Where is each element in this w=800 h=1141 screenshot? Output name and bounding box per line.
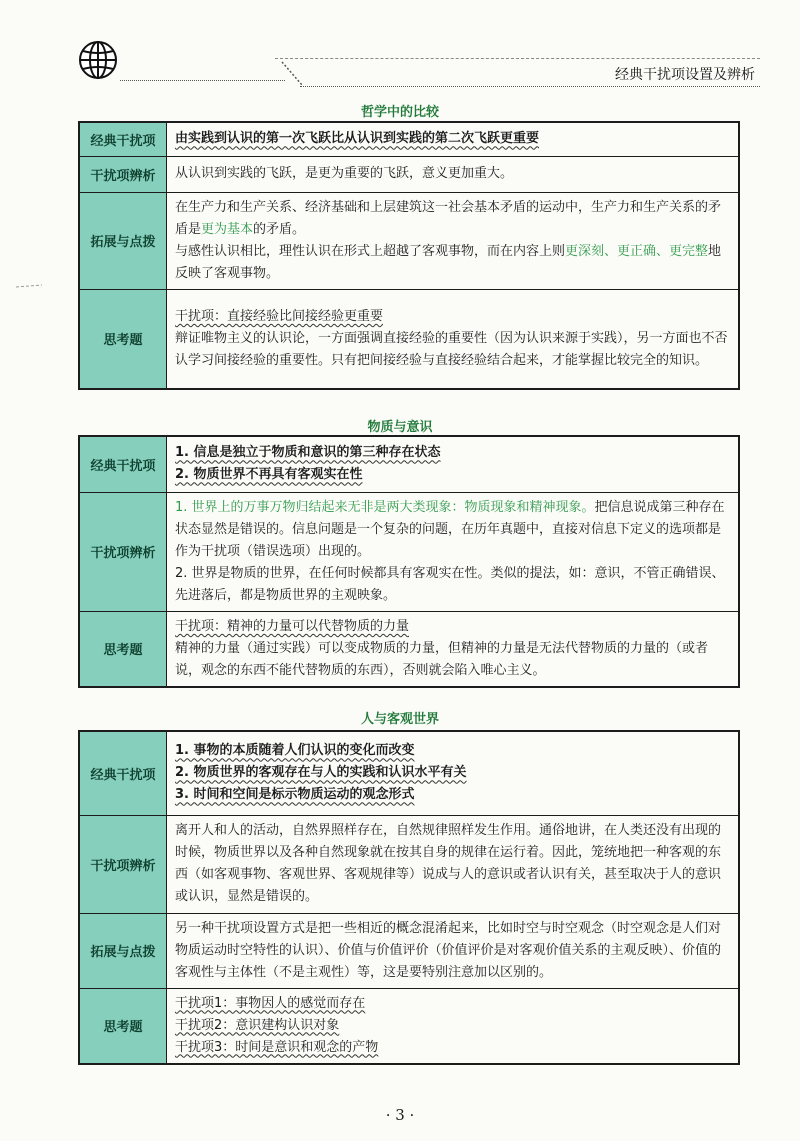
question-body: 精神的力量（通过实践）可以变成物质的力量，但精神的力量是无法代替物质的力量的（或者说，观念的东西不能代替物质的东西），否则就会陷入唯心主义。 xyxy=(175,640,709,678)
header-rule-slant xyxy=(280,60,306,87)
row-content xyxy=(167,289,740,389)
paragraph xyxy=(175,497,730,563)
section-title-philosophy-comparison: 哲学中的比较 xyxy=(360,105,439,120)
row-content xyxy=(167,192,740,289)
running-head: 经典干扰项设置及辨析 xyxy=(615,67,755,83)
table-row xyxy=(79,815,739,913)
distractor-item: 1. 信息是独立于物质和意识的第三种存在状态 xyxy=(175,445,441,461)
row-label: 经典干扰项 xyxy=(79,122,167,156)
text: 地反映了客观事物。 xyxy=(175,243,722,281)
table-row xyxy=(79,492,739,611)
question-title: 干扰项：直接经验比间接经验更重要 xyxy=(175,308,384,324)
table-row xyxy=(79,731,739,815)
question-item: 干扰项3：时间是意识和观念的产物 xyxy=(175,1039,379,1055)
page-header xyxy=(0,0,800,95)
table-row xyxy=(79,436,739,492)
row-content xyxy=(167,988,740,1064)
margin-mark xyxy=(14,282,44,290)
distractor-item: 2. 物质世界的客观存在与人的实践和认识水平有关 xyxy=(175,765,467,781)
row-label: 思考题 xyxy=(79,611,167,687)
row-content: 从认识到实践的飞跃，是更为重要的飞跃，意义更加重大。 xyxy=(167,156,740,192)
question-item: 干扰项2：意识建构认识对象 xyxy=(175,1017,340,1033)
section-title-matter-consciousness: 物质与意识 xyxy=(367,420,433,435)
row-label: 干扰项辨析 xyxy=(79,492,167,611)
table-row xyxy=(79,192,739,289)
header-rule-top xyxy=(275,58,760,59)
table-row xyxy=(79,156,739,192)
header-rule-left xyxy=(120,80,285,81)
table-row xyxy=(79,122,739,156)
row-label: 拓展与点拨 xyxy=(79,192,167,289)
distractor-item: 3. 时间和空间是标示物质运动的观念形式 xyxy=(175,787,415,803)
text: 的矛盾。 xyxy=(253,221,306,237)
distractor-item: 1. 事物的本质随着人们认识的变化而改变 xyxy=(175,743,415,759)
row-label: 经典干扰项 xyxy=(79,436,167,492)
row-content xyxy=(167,731,740,815)
paragraph xyxy=(175,197,730,241)
table-row xyxy=(79,988,739,1064)
globe-icon xyxy=(78,40,118,80)
text: 把信息说成第三种存在状态显然是错误的。信息问题是一个复杂的问题，在历年真题中，直接对信息下定义的选项都是作为干扰项（错误选项）出现的。 xyxy=(175,499,725,559)
row-label: 思考题 xyxy=(79,988,167,1064)
header-rule-right xyxy=(300,86,760,87)
paragraph: 2. 世界是物质的世界，在任何时候都具有客观实在性。类似的提法，如：意识，不管正确错误、先进落后，都是物质世界的主观映象。 xyxy=(175,565,725,603)
row-label: 干扰项辨析 xyxy=(79,815,167,913)
row-content xyxy=(167,611,740,687)
text: 在生产力和生产关系、经济基础和上层建筑这一社会基本矛盾的运动中，生产力和生产关系的矛盾是 xyxy=(175,199,722,237)
section-table-human-objective-world xyxy=(78,730,740,1065)
paragraph xyxy=(175,241,730,285)
question-body: 辩证唯物主义的认识论，一方面强调直接经验的重要性（因为认识来源于实践），另一方面也不否认学习间接经验的重要性。只有把间接经验与直接经验结合起来，才能掌握比较完全的知识。 xyxy=(175,330,728,368)
text: 与感性认识相比，理性认识在形式上超越了客观事物，而在内容上则 xyxy=(175,243,566,259)
row-content xyxy=(167,436,740,492)
row-content xyxy=(167,122,740,156)
table-row xyxy=(79,611,739,687)
question-title: 干扰项：精神的力量可以代替物质的力量 xyxy=(175,618,410,634)
row-content: 离开人和人的活动，自然界照样存在，自然规律照样发生作用。通俗地讲，在人类还没有出现的时候，物质世界以及各种自然现象就在按其自身的规律在运行着。因此，笼统地把一种客观的东西（如客观事物、客观世界、客观规律等）说成与人的意识或者认识有关，甚至取决于人的意识或认识，显然是错误的。 xyxy=(167,815,740,913)
row-content xyxy=(167,492,740,611)
section-table-matter-consciousness xyxy=(78,435,740,688)
page-number: · 3 · xyxy=(385,1106,415,1124)
highlight-text: 更为基本 xyxy=(201,221,254,237)
row-label: 思考题 xyxy=(79,289,167,389)
highlight-text: 更深刻、更正确、更完整 xyxy=(565,243,709,259)
section-table-philosophy-comparison xyxy=(78,121,740,390)
question-item: 干扰项1：事物因人的感觉而存在 xyxy=(175,995,366,1011)
table-row xyxy=(79,289,739,389)
row-label: 干扰项辨析 xyxy=(79,156,167,192)
table-row xyxy=(79,913,739,988)
row-label: 拓展与点拨 xyxy=(79,913,167,988)
highlight-text: 1. 世界上的万事万物归结起来无非是两大类现象：物质现象和精神现象。 xyxy=(175,499,595,515)
distractor-item: 2. 物质世界不再具有客观实在性 xyxy=(175,467,363,483)
section-title-human-objective-world: 人与客观世界 xyxy=(360,712,439,727)
row-label: 经典干扰项 xyxy=(79,731,167,815)
distractor-text: 由实践到认识的第一次飞跃比从认识到实践的第二次飞跃更重要 xyxy=(175,131,540,147)
row-content: 另一种干扰项设置方式是把一些相近的概念混淆起来，比如时空与时空观念（时空观念是人们对物质运动时空特性的认识）、价值与价值评价（价值评价是对客观价值关系的主观反映）、价值的客观性与主体性（不是主观性）等，这是要特别注意加以区别的。 xyxy=(167,913,740,988)
